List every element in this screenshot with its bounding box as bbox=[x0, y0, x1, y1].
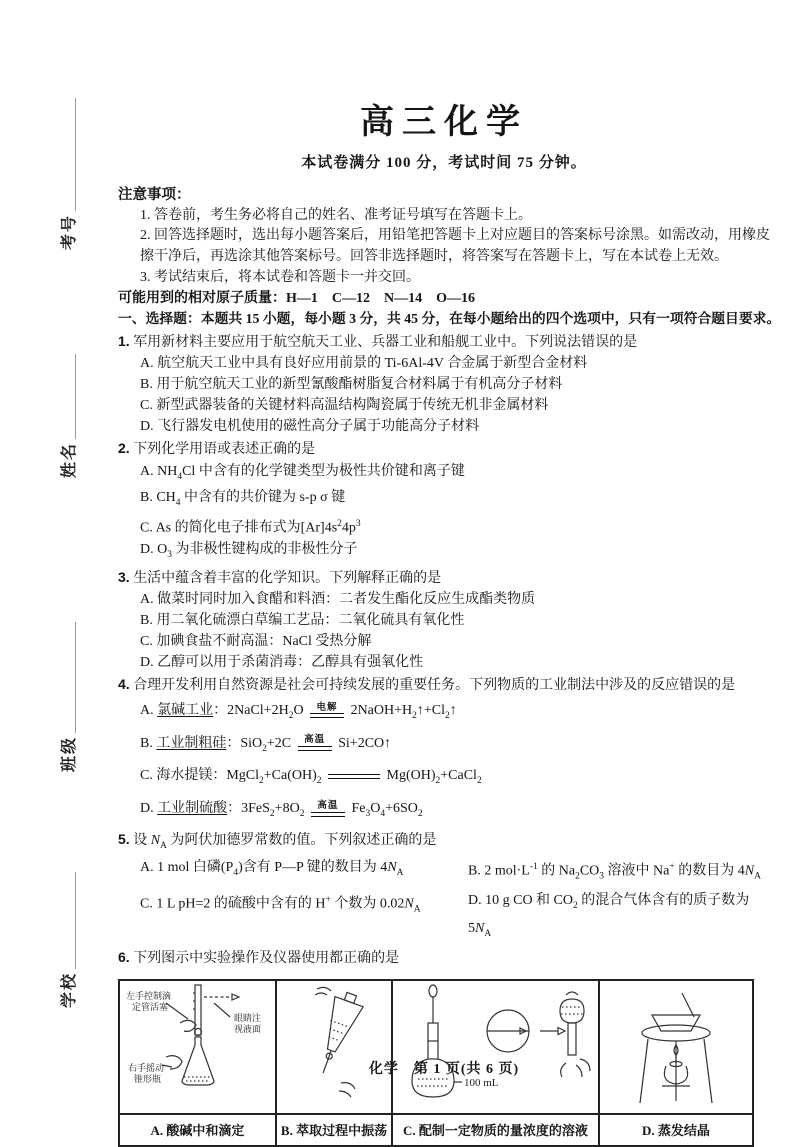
option-c: C. 海水提镁：$MgCl_2+Ca(OH)_2$ $Mg(OH)_2+CaCl_2$ bbox=[140, 768, 482, 787]
volumetric-flask-figure bbox=[396, 983, 596, 1111]
exam-page bbox=[118, 0, 781, 1147]
figure-cell-d bbox=[599, 980, 753, 1114]
seal-blank-line bbox=[75, 622, 76, 733]
option-a: A. 1 mol 白磷$(P_4)$含有 P—P 键的数目为 $4N_A$ bbox=[140, 860, 404, 879]
seal-label: 班级 bbox=[61, 735, 78, 772]
evaporation-figure bbox=[602, 983, 750, 1111]
question-number: 4. bbox=[118, 676, 130, 693]
notice-heading: 注意事项： bbox=[118, 187, 191, 203]
option-c: C. 加碘食盐不耐高温：NaCl 受热分解 bbox=[140, 634, 372, 650]
option-b: B. 2 $mol\cdot L^{-1}$ 的 $Na_2CO_3$ 溶液中 Na+ 的数目为 $4N_A$ bbox=[468, 862, 761, 882]
question-number: 3. bbox=[118, 568, 130, 585]
extraction-funnel-figure bbox=[279, 983, 389, 1111]
exam-subtitle: 本试卷满分 100 分，考试时间 75 分钟。 bbox=[301, 155, 587, 171]
question-stem-text: 生活中蕴含着丰富的化学知识。下列解释正确的是 bbox=[133, 570, 442, 586]
atomic-masses-label: 可能用到的相对原子质量： bbox=[118, 290, 286, 306]
question-4 bbox=[118, 674, 770, 828]
figure-caption-c: C. 配制一定物质的量浓度的溶液 bbox=[392, 1114, 599, 1146]
figure-label: 视液面 bbox=[234, 1023, 262, 1034]
notice-item-2: 2. 回答选择题时，选出每小题答案后，用铅笔把答题卡上对应题目的答案标号涂黑。如需改动，用橡皮擦干净后，再选涂其他答案标号。回答非选择题时，将答案写在答题卡上，写在本试卷上无效。 bbox=[140, 228, 770, 265]
titration-figure bbox=[122, 983, 273, 1111]
figure-label: 锥形瓶 bbox=[134, 1073, 162, 1084]
option-c: C. 新型武器装备的关键材料高温结构陶瓷属于传统无机非金属材料 bbox=[140, 398, 549, 414]
figure-label: 右手摇动 bbox=[128, 1062, 165, 1073]
option-d: D. 飞行器发电机使用的磁性高分子属于功能高分子材料 bbox=[140, 419, 480, 435]
question-stem-text: 下列化学用语或表述正确的是 bbox=[133, 442, 316, 458]
notice-item-3: 3. 考试结束后，将本试卷和答题卡一并交回。 bbox=[140, 269, 420, 285]
question-stem-text: 下列图示中实验操作及仪器使用都正确的是 bbox=[133, 951, 400, 967]
option-d: D. 乙醇可以用于杀菌消毒：乙醇具有强氧化性 bbox=[140, 655, 424, 671]
question-2 bbox=[118, 438, 770, 566]
seal-field-name bbox=[59, 354, 79, 478]
figure-cell-a bbox=[119, 980, 276, 1114]
question-stem-text: 军用新材料主要应用于航空航天工业、兵器工业和船舰工业中。下列说法错误的是 bbox=[133, 334, 638, 350]
option-b: B. 用于航空航天工业的新型氰酸酯树脂复合材料属于有机高分子材料 bbox=[140, 377, 563, 393]
question-stem bbox=[118, 674, 770, 697]
seal-label: 姓名 bbox=[61, 441, 78, 478]
seal-field-exam-number bbox=[59, 98, 79, 250]
question-stem-text: 设 $N_A$ 为阿伏加德罗常数的值。下列叙述正确的是 bbox=[133, 832, 437, 851]
figure-label: 定管活塞 bbox=[132, 1001, 169, 1012]
atomic-masses-values: H—1 C—12 N—14 O—16 bbox=[286, 290, 475, 306]
seal-label: 考号 bbox=[61, 213, 78, 250]
question-1 bbox=[118, 331, 770, 438]
notice-item-1: 1. 答卷前，考生务必将自己的姓名、准考证号填写在答题卡上。 bbox=[140, 207, 532, 223]
figure-cell-c bbox=[392, 980, 599, 1114]
option-d: D. 工业制硫酸：$3FeS_2+8O_2$ 高温 $Fe_3O_4+6SO_2$ bbox=[140, 800, 423, 819]
option-b: B. 工业制粗硅：SiO$_2$+2C 高温 Si+2CO↑ bbox=[140, 735, 392, 754]
seal-field-school bbox=[59, 872, 79, 1008]
question-number: 1. bbox=[118, 332, 130, 349]
option-a: A. 做菜时同时加入食醋和料酒：二者发生酯化反应生成酯类物质 bbox=[140, 592, 536, 608]
section-header: 一、选择题：本题共 15 小题，每小题 3 分，共 45 分，在每小题给出的四个选项中，只有一项符合题目要求。 bbox=[118, 311, 781, 327]
question-stem bbox=[118, 438, 770, 461]
question-stem-text: 合理开发利用自然资源是社会可持续发展的重要任务。下列物质的工业制法中涉及的反应错误的是 bbox=[133, 678, 736, 694]
figure-caption-b: B. 萃取过程中振荡 bbox=[276, 1114, 392, 1146]
option-a: A. 氯碱工业：$2NaCl+2H_2O$ 电解 $2NaOH+H_2↑+Cl_2↑$ bbox=[140, 702, 457, 721]
question-6 bbox=[118, 947, 770, 1147]
option-a: A. $NH_4Cl$ 中含有的化学键类型为极性共价键和离子键 bbox=[140, 463, 465, 482]
figure-label: 眼睛注 bbox=[234, 1012, 262, 1023]
seal-label: 学校 bbox=[61, 971, 78, 1008]
page-footer: 化学 第 1 页(共 6 页) bbox=[368, 1062, 520, 1077]
figure-caption-d: D. 蒸发结晶 bbox=[599, 1114, 753, 1146]
option-d: D. 10 g CO 和 $CO_2$ 的混合气体含有的质子数为 $5N_A$ bbox=[468, 892, 750, 940]
option-b: B. $CH_4$ 中含有的共价键为 s-p σ 键 bbox=[140, 490, 346, 509]
option-a: A. 航空航天工业中具有良好应用前景的 Ti-6Al-4V 合金属于新型合金材料 bbox=[140, 356, 588, 372]
atomic-masses-line bbox=[118, 289, 770, 310]
figure-label: 左手控制滴 bbox=[126, 990, 172, 1001]
seal-blank-line bbox=[75, 354, 76, 439]
question-number: 6. bbox=[118, 949, 130, 966]
seal-blank-line bbox=[75, 98, 76, 211]
figure-label-100ml: 100 mL bbox=[463, 1076, 499, 1089]
option-b: B. 用二氧化硫漂白草编工艺品：二氧化硫具有氧化性 bbox=[140, 613, 465, 629]
seal-field-class bbox=[59, 622, 79, 772]
option-c: C. 1 L pH=2 的硫酸中含有的 H+ 个数为 $0.02N_A$ bbox=[140, 894, 421, 915]
page-title: 高三化学 bbox=[360, 104, 528, 141]
question-stem bbox=[118, 567, 770, 590]
seal-blank-line bbox=[75, 872, 76, 969]
option-c: C. As 的简化电子排布式为$[Ar]4s^24p^3$ bbox=[140, 519, 361, 536]
question-5 bbox=[118, 829, 770, 946]
option-d: D. $O_3$ 为非极性键构成的非极性分子 bbox=[140, 541, 358, 560]
question-3 bbox=[118, 567, 770, 674]
question-number: 2. bbox=[118, 440, 130, 457]
question-stem bbox=[118, 331, 770, 354]
question-stem bbox=[118, 947, 770, 970]
question-stem bbox=[118, 829, 770, 856]
figure-cell-b bbox=[276, 980, 392, 1114]
question-number: 5. bbox=[118, 830, 130, 847]
figure-caption-a: A. 酸碱中和滴定 bbox=[119, 1114, 276, 1146]
